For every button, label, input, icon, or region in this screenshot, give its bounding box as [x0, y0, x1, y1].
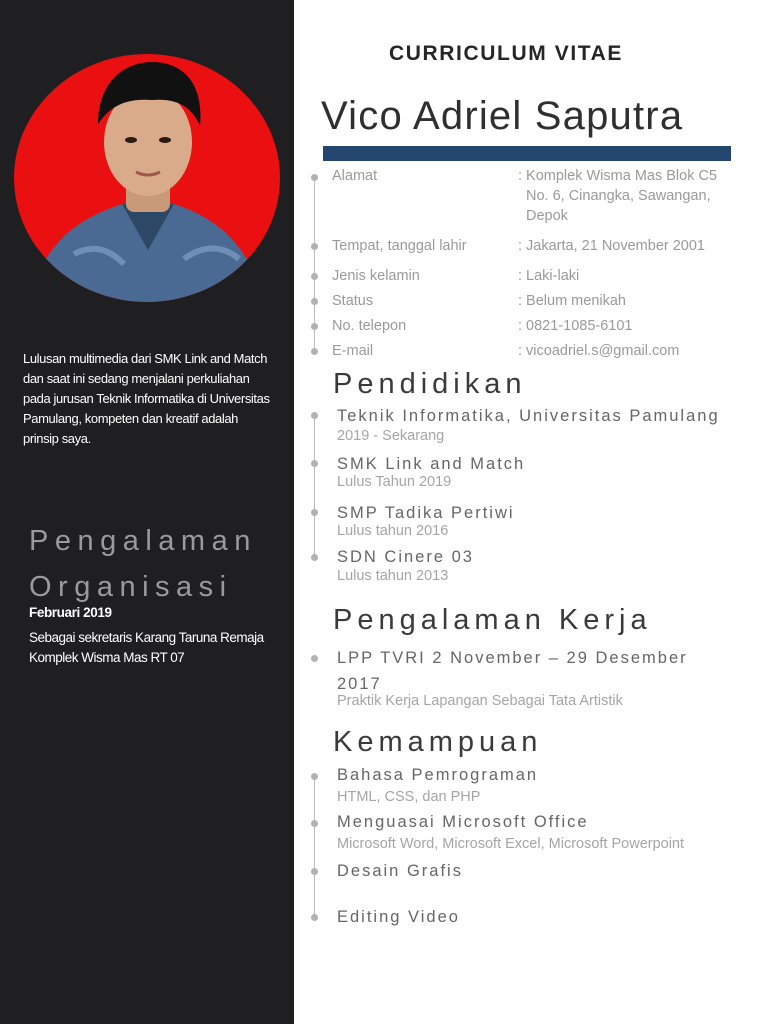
bullet-icon	[311, 868, 318, 875]
education-item-sub: 2019 - Sekarang	[337, 428, 445, 444]
email-value: : vicoadriel.s@gmail.com	[518, 343, 680, 359]
birth-value: : Jakarta, 21 November 2001	[518, 238, 705, 254]
bullet-icon	[311, 773, 318, 780]
bullet-icon	[311, 323, 318, 330]
bullet-icon	[311, 174, 318, 181]
work-item-title-line2: 2017	[337, 675, 382, 693]
address-value	[518, 166, 738, 226]
skill-item-sub: Microsoft Word, Microsoft Excel, Microsoft Powerpoint	[337, 836, 685, 852]
work-item-title-line1: LPP TVRI 2 November – 29 Desember	[337, 649, 688, 667]
skill-item-title: Desain Grafis	[337, 862, 463, 880]
person-name: Vico Adriel Saputra	[321, 94, 684, 138]
work-heading: Pengalaman Kerja	[333, 604, 652, 636]
education-item-sub: Lulus tahun 2016	[337, 523, 449, 539]
skills-heading: Kemampuan	[333, 726, 543, 758]
skill-item-title: Bahasa Pemrograman	[337, 766, 539, 784]
bullet-icon	[311, 820, 318, 827]
status-label: Status	[332, 293, 374, 309]
document-title: CURRICULUM VITAE	[389, 42, 624, 65]
bullet-icon	[311, 655, 318, 662]
status-value: : Belum menikah	[518, 293, 626, 309]
bullet-icon	[311, 298, 318, 305]
organization-heading-line1: Pengalaman	[29, 525, 257, 557]
education-item-title: Teknik Informatika, Universitas Pamulang	[337, 407, 720, 425]
education-item-title: SDN Cinere 03	[337, 548, 474, 566]
bullet-icon	[311, 509, 318, 516]
person-photo-icon	[14, 54, 280, 302]
profile-photo	[14, 54, 280, 302]
name-underline	[323, 146, 731, 161]
organization-description: Sebagai sekretaris Karang Taruna Remaja Komplek Wisma Mas RT 07	[29, 630, 264, 665]
bullet-icon	[311, 243, 318, 250]
skill-item-title: Editing Video	[337, 908, 460, 926]
education-item-title: SMP Tadika Pertiwi	[337, 504, 515, 522]
skill-item-sub: HTML, CSS, dan PHP	[337, 789, 481, 805]
organization-heading	[29, 518, 257, 610]
address-line2: No. 6, Cinangka, Sawangan,	[526, 188, 711, 204]
education-item-title: SMK Link and Match	[337, 455, 526, 473]
organization-date: Februari 2019	[29, 605, 112, 620]
address-line3: Depok	[526, 208, 568, 224]
bullet-icon	[311, 412, 318, 419]
bullet-icon	[311, 460, 318, 467]
bullet-icon	[311, 914, 318, 921]
sidebar	[0, 0, 294, 1024]
gender-value: : Laki-laki	[518, 268, 580, 284]
skill-item-title: Menguasai Microsoft Office	[337, 813, 589, 831]
education-timeline	[314, 416, 315, 560]
bullet-icon	[311, 348, 318, 355]
gender-label: Jenis kelamin	[332, 268, 420, 284]
work-item-title	[337, 645, 688, 697]
phone-value: : 0821-1085-6101	[518, 318, 633, 334]
address-label: Alamat	[332, 168, 378, 184]
education-item-sub: Lulus tahun 2013	[337, 568, 449, 584]
education-item-sub: Lulus Tahun 2019	[337, 474, 452, 490]
work-item-sub: Praktik Kerja Lapangan Sebagai Tata Artistik	[337, 693, 623, 709]
education-heading: Pendidikan	[333, 368, 527, 400]
bullet-icon	[311, 554, 318, 561]
address-line1: : Komplek Wisma Mas Blok C5	[518, 168, 718, 184]
birth-label: Tempat, tanggal lahir	[332, 238, 467, 254]
skills-timeline	[314, 778, 315, 918]
phone-label: No. telepon	[332, 318, 407, 334]
profile-summary: Lulusan multimedia dari SMK Link and Match dan saat ini sedang menjalani perkuliahan pada jurusan Teknik Informatika di Universitas Pamulang, kompeten dan kreatif adalah prinsip saya.	[23, 351, 270, 446]
bullet-icon	[311, 273, 318, 280]
email-label: E-mail	[332, 343, 374, 359]
organization-heading-line2: Organisasi	[29, 571, 233, 603]
